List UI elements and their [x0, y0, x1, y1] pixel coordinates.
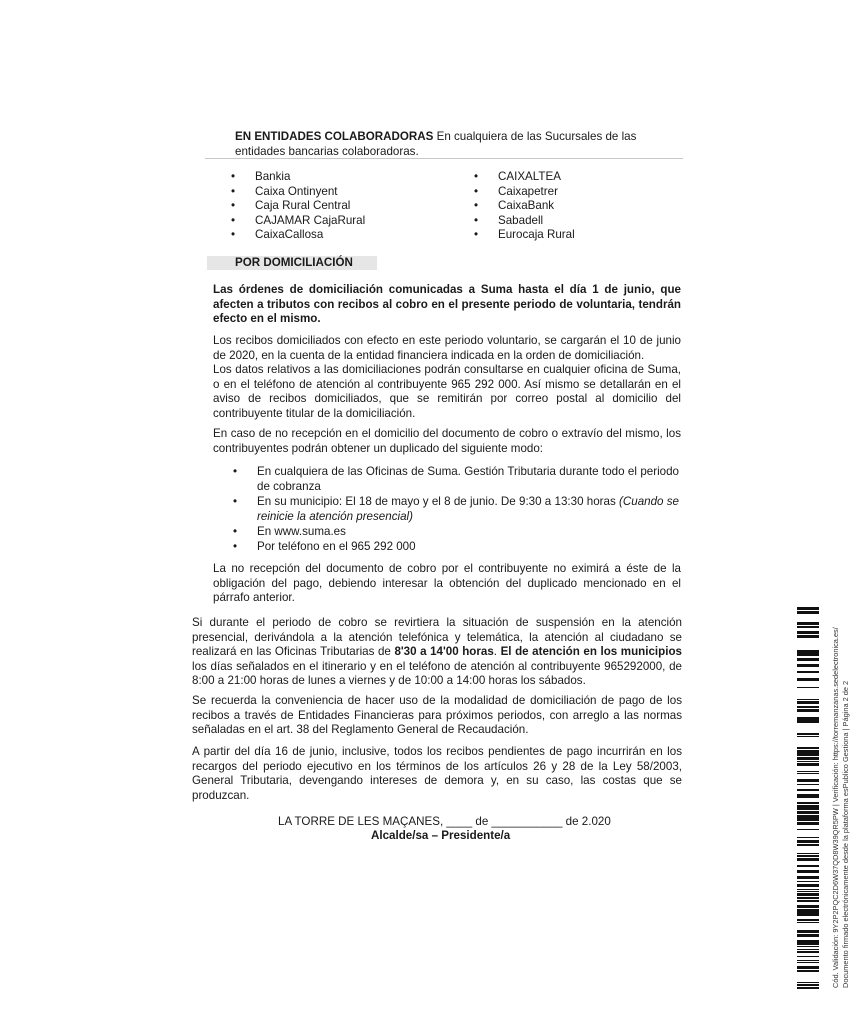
bank-item: • Eurocaja Rural [474, 228, 674, 243]
bank-item: • Caixa Ontinyent [231, 185, 451, 200]
bank-item: • CAJAMAR CajaRural [231, 214, 451, 229]
signature-title: Alcalde/sa – Presidente/a [371, 829, 511, 842]
domiciliacion-bold-paragraph: Las órdenes de domiciliación comunicadas a Suma hasta el día 1 de junio, que afecten a tributos con recibos al cobro en el presente periodo de voluntaria, tendrán efecto en el mismo. [213, 283, 681, 326]
place-date-line: LA TORRE DE LES MAÇANES, ____ de ___________ de 2.020 [278, 815, 611, 828]
domiciliacion-paragraph-3: La no recepción del documento de cobro por el contribuyente no eximirá a éste de la obligación del pago, debiendo interesar la obtención del duplicado mencionado en el párrafo anterior. [213, 562, 681, 605]
atencion-municipios: El de atención en los municipios [500, 645, 682, 659]
verification-code-line: Cód. Validación: 9Y2P2PQC2D6W37QD8W39QR5PW | Verificación: https://torremanzanas.sedelectronica.es/ [831, 627, 840, 988]
bank-item: • Caixapetrer [474, 185, 674, 200]
option-oficinas: • En cualquiera de las Oficinas de Suma. Gestión Tributaria durante todo el periodo de cobranza [233, 465, 679, 494]
horario-oficinas: 8'30 a 14'00 horas [394, 645, 494, 659]
duplicate-options-list [233, 465, 679, 555]
bank-item: • Sabadell [474, 214, 674, 229]
bank-item: • Caja Rural Central [231, 199, 451, 214]
domiciliacion-paragraph-2: En caso de no recepción en el domicilio del documento de cobro o extravío del mismo, los contribuyentes podrán obtener un duplicado del siguiente modo: [213, 427, 681, 455]
entidades-text-line2: entidades bancarias colaboradoras. [235, 144, 419, 158]
domiciliacion-paragraph-1 [213, 334, 681, 422]
divider-rule [205, 158, 683, 159]
domiciliacion-heading: POR DOMICILIACIÓN [235, 256, 353, 269]
bank-item: • CaixaCallosa [231, 228, 451, 243]
domiciliacion-p1-line2: Los datos relativos a las domiciliaciones podrán consultarse en cualquier oficina de Suma, o en el teléfono de atención al contribuyente 965 292 000. Así mismo se detallarán en el aviso de recibos domiciliados, que se remitirán por correo postal al domicilio del contribuyente titular de la domiciliación. [213, 363, 681, 420]
domiciliacion-p1-line1: Los recibos domiciliados con efecto en este periodo voluntario, se cargarán el 10 de junio de 2020, en la cuenta de la entidad financiera indicada en la orden de domiciliación. [213, 334, 681, 362]
entidades-paragraph [235, 130, 676, 159]
electronic-signature-line: Documento firmado electrónicamente desde la plataforma esPublico Gestiona | Página 2 de 2 [841, 680, 850, 988]
recomendacion-paragraph: Se recuerda la conveniencia de hacer uso de la modalidad de domiciliación de pago de los recibos a través de Entidades Financieras para próximos periodos, con arreglo a las normas señaladas en el art. 38 del Reglamento General de Recaudación. [192, 694, 682, 737]
suspension-paragraph: Si durante el periodo de cobro se revirtiera la situación de suspensión en la atención presencial, derivándola a la atención telefónica y telemática, la atención al ciudadano se realizará en las Oficinas Tributarias de 8'30 a 14'00 horas. El de atención en los municipios los días señalados en el itinerario y en el teléfono de atención al contribuyente 965292000, de 8:00 a 21:00 horas de lunes a viernes y de 10:00 a 14:00 horas los sábados. [192, 616, 682, 688]
option-web: • En www.suma.es [233, 525, 679, 540]
option-municipio-note: (Cuando se reinicie la atención presencial) [257, 495, 679, 523]
entidades-text-line1: En cualquiera de las Sucursales de las [433, 130, 637, 143]
recargos-paragraph: A partir del día 16 de junio, inclusive, todos los recibos pendientes de pago incurrirán en los recargos del periodo ejecutivo en los términos de los artículos 26 y 28 de la Ley 58/2003, General Tributaria, devengando intereses de demora y, en su caso, las costas que se produzcan. [192, 745, 682, 802]
entidades-heading: EN ENTIDADES COLABORADORAS [235, 130, 434, 143]
bank-list-left [231, 170, 451, 243]
bank-list-right [474, 170, 674, 243]
bank-item: • CAIXALTEA [474, 170, 674, 185]
option-telefono: • Por teléfono en el 965 292 000 [233, 540, 679, 555]
option-municipio: • En su municipio: El 18 de mayo y el 8 de junio. De 9:30 a 13:30 horas (Cuando se reinicie la atención presencial) [233, 495, 679, 524]
bank-item: • CaixaBank [474, 199, 674, 214]
verification-barcode [797, 604, 819, 990]
bank-item: • Bankia [231, 170, 451, 185]
